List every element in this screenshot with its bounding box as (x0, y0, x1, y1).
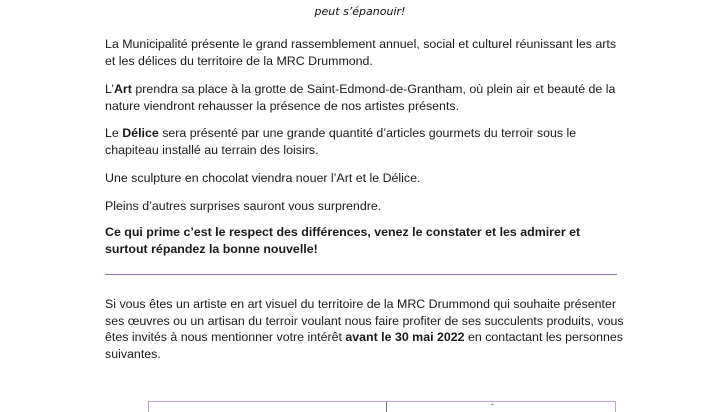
art-prefix: L’ (105, 82, 114, 96)
delice-text: sera présenté par une grande quantité d’articles gourmets du terroir sous le chapiteau installé au terrain des loisirs. (105, 126, 577, 157)
invitation-paragraph (105, 296, 625, 362)
art-keyword: Art (113, 82, 132, 96)
contacts-table (148, 401, 616, 412)
deadline-text: avant le 30 mai 2022 (345, 330, 465, 344)
table-column-divider (386, 402, 387, 412)
intro-paragraph: La Municipalité présente le grand rassemblement annuel, social et culturel réunissant les arts et les délices du territoire de la MRC Drummond. (105, 37, 617, 68)
tagline: peut s’épanouir! (314, 5, 406, 18)
invitation-rest: en contactant les personnes suivantes. (105, 330, 623, 361)
table-cell-glyph: ˆ (491, 403, 494, 412)
sculpture-paragraph: Une sculpture en chocolat viendra nouer l’Art et le Délice. (105, 171, 421, 185)
art-text: prendra sa place à la grotte de Saint-Edmond-de-Grantham, où plein air et beauté de la nature viendront rehausser la présence de nos artistes présents. (105, 82, 616, 113)
delice-paragraph (105, 125, 625, 158)
surprises-paragraph: Pleins d’autres surprises sauront vous surprendre. (105, 199, 382, 213)
art-paragraph (105, 81, 625, 114)
invitation-text: Si vous êtes un artiste en art visuel du territoire de la MRC Drummond qui souhaite présenter ses œuvres ou un artisan du terroir voulant nous faire profiter de ses succulents produits, vous êtes invités à nous mentionner votre intérêt (105, 297, 624, 344)
section-divider (105, 274, 617, 275)
delice-prefix: Le (105, 126, 123, 140)
respect-paragraph: Ce qui prime c’est le respect des différences, venez le constater et les admirer et surtout répandez la bonne nouvelle! (105, 225, 581, 256)
delice-keyword: Délice (122, 126, 159, 140)
